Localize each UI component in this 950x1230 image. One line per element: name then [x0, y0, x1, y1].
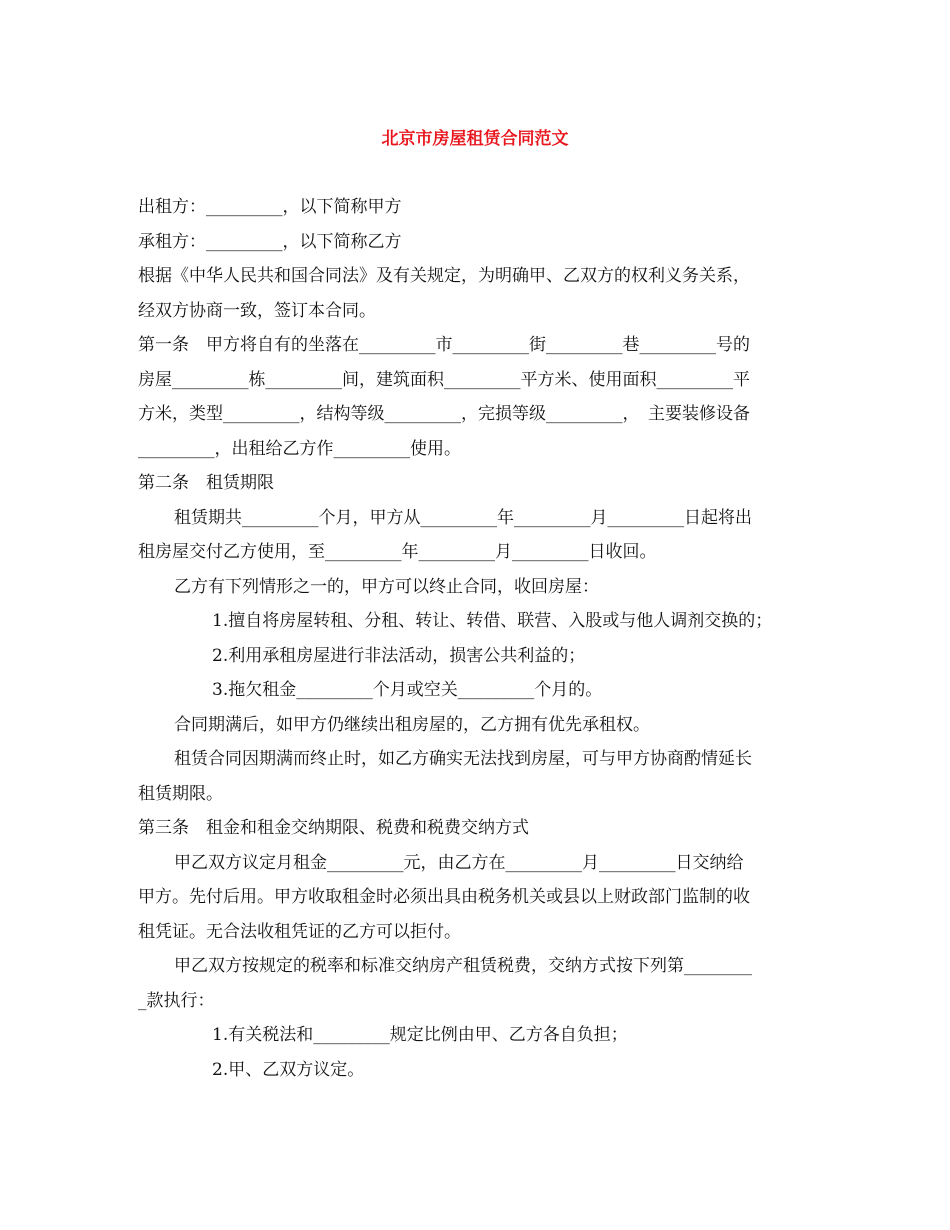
rent-line-2: 甲方。先付后用。甲方收取租金时必须出具由税务机关或县以上财政部门监制的收 — [138, 887, 750, 907]
preamble-line-1: 根据《中华人民共和国合同法》及有关规定，为明确甲、乙双方的权利义务关系， — [138, 266, 750, 286]
termination-item-3: 3.拖欠租金_________个月或空关_________个月的。 — [212, 680, 603, 700]
document-body — [138, 190, 818, 1087]
priority-lease-line: 合同期满后，如甲方仍继续出租房屋的，乙方拥有优先承租权。 — [174, 714, 650, 735]
tax-item-1: 1.有关税法和_________规定比例由甲、乙方各自负担； — [212, 1025, 628, 1045]
article-1-line-1: 第一条 甲方将自有的坐落在_________市_________街_________巷_________号的 — [138, 335, 750, 355]
tax-item-2: 2.甲、乙双方议定。 — [212, 1059, 365, 1080]
article-1-line-3: 方米，类型_________，结构等级_________，完损等级_________， 主要装修设备 — [138, 404, 750, 424]
lessor-line: 出租方：_________，以下简称甲方 — [138, 197, 402, 217]
article-1-line-4: _________，出租给乙方作_________使用。 — [138, 438, 461, 459]
termination-item-1: 1.擅自将房屋转租、分租、转让、转借、联营、入股或与他人调剂交换的； — [212, 611, 773, 631]
article-1-line-2: 房屋_________栋_________间，建筑面积_________平方米、使用面积_________平 — [138, 369, 750, 390]
article-2-heading: 第二条 租赁期限 — [138, 473, 274, 493]
rent-line-1: 甲乙双方议定月租金_________元，由乙方在_________月_________日交纳给 — [174, 852, 744, 873]
termination-intro: 乙方有下列情形之一的，甲方可以终止合同，收回房屋： — [174, 576, 599, 597]
lessee-line: 承租方：_________，以下简称乙方 — [138, 231, 402, 252]
rent-line-3: 租凭证。无合法收租凭证的乙方可以拒付。 — [138, 921, 461, 942]
extension-line-2: 租赁期限。 — [138, 783, 223, 804]
extension-line-1: 租赁合同因期满而终止时，如乙方确实无法找到房屋，可与甲方协商酌情延长 — [174, 749, 752, 769]
preamble-line-2: 经双方协商一致，签订本合同。 — [138, 300, 376, 321]
article-2-term-line-1: 租赁期共_________个月，甲方从_________年_________月_________日起将出 — [174, 507, 752, 528]
tax-line-2: _款执行： — [138, 990, 215, 1011]
article-2-term-line-2: 租房屋交付乙方使用，至_________年_________月_________日收回。 — [138, 542, 657, 562]
document-title: 北京市房屋租赁合同范文 — [381, 129, 569, 149]
termination-item-2: 2.利用承租房屋进行非法活动，损害公共利益的； — [212, 645, 586, 666]
tax-line-1: 甲乙双方按规定的税率和标准交纳房产租赁税费，交纳方式按下列第________ — [174, 956, 752, 976]
article-3-heading: 第三条 租金和租金交纳期限、税费和税费交纳方式 — [138, 818, 529, 838]
